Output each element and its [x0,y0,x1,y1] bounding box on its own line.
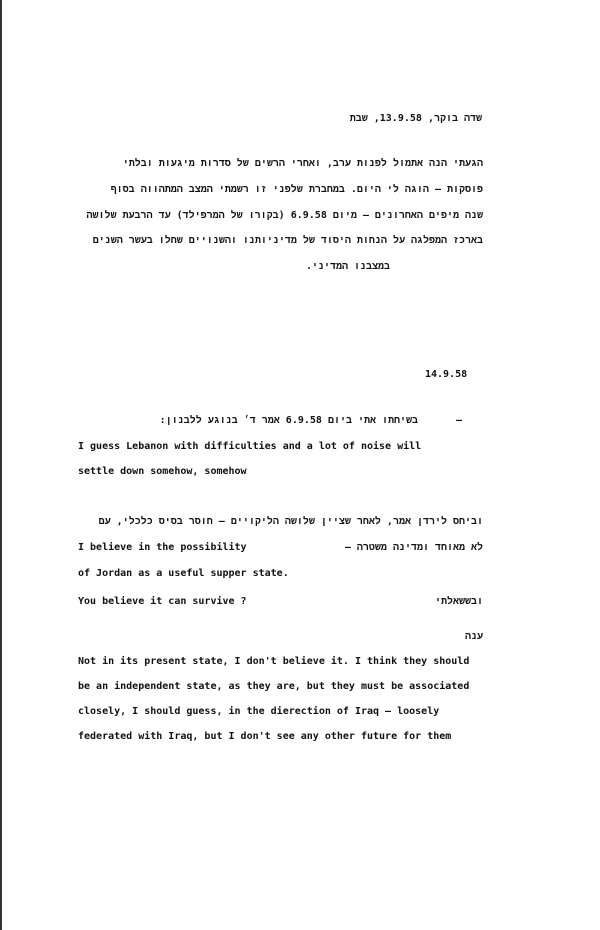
english-quote-line: I believe in the possibility [78,542,247,553]
date-heading: 14.9.58 [425,369,468,380]
paragraph-line: שנה מיפים האחרונים – מיום 6.9.58 (בקורו של המרפילד) עד הרבעת שלושה [86,210,483,221]
page-edge [0,0,2,930]
heading-date-sde-boker: שדה בוקר, 13.9.58, שבת [349,113,482,124]
paragraph-line: פוסקות – הוגה לי היום. במחברת שלפני זו רשמתי המצב המתהווה בסוף [110,184,483,195]
dash-mark: – [456,415,463,426]
english-quote-line: of Jordan as a useful supper state. [78,568,289,579]
english-answer-line: closely, I should guess, in the dierection of Iraq – loosely [78,706,440,717]
paragraph-line: במצבנו המדיני. [305,261,390,272]
english-question: You believe it can survive ? [78,596,247,607]
hebrew-intro-line: בשיחתו אתי ביום 6.9.58 אמר ד׳ בנוגע ללבנון: [159,415,418,426]
hebrew-question-label: ובששאלתי [434,596,483,607]
paragraph-line: הגעתי הנה אתמול לפנות ערב, ואחרי הרשים של סדרות מיגעות ובלתי [122,158,483,169]
english-answer-line: Not in its present state, I don't believe it. I think they should [78,656,470,667]
hebrew-continuation: לא מאוחד ומדינה משטרה – [344,542,483,553]
english-answer-line: federated with Iraq, but I don't see any other future for them [78,731,452,742]
hebrew-jordan-line: וביחס לירדן אמר, לאחר שציין שלושה הליקויים – חוסר בסיס כלכלי, עם [98,516,483,527]
hebrew-answer-label: ענה [464,631,483,642]
english-answer-line: be an independent state, as they are, but they must be associated [78,681,470,692]
english-quote-line: settle down somehow, somehow [78,466,247,477]
english-quote-line: I guess Lebanon with difficulties and a lot of noise will [78,441,422,452]
paragraph-line: בארכז המפלגה על הנחות היסוד של מדיניותנו והשנויים שחלו בעשר השנים [92,235,483,246]
